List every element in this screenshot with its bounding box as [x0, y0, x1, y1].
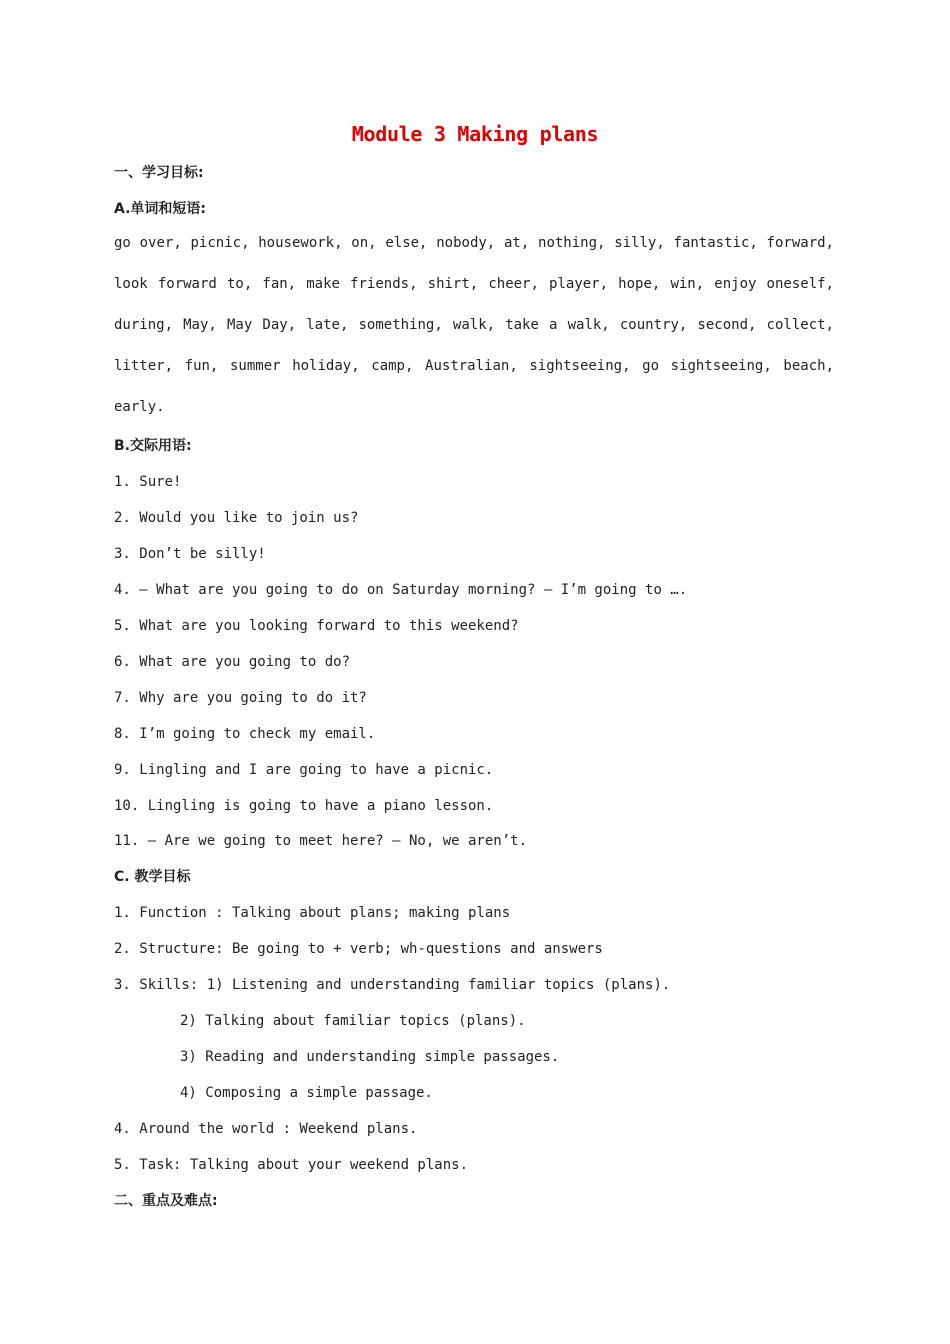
phrase-item: 4. — What are you going to do on Saturday morning? — I’m going to ….: [114, 582, 688, 598]
section-1-heading: 一、学习目标:: [114, 165, 204, 181]
vocab-line: look forward to, fan, make friends, shirt, cheer, player, hope, win, enjoy oneself,: [114, 276, 834, 292]
vocab-line: litter, fun, summer holiday, camp, Australian, sightseeing, go sightseeing, beach,: [114, 358, 834, 374]
phrase-item: 1. Sure!: [114, 474, 182, 490]
phrase-item: 3. Don’t be silly!: [114, 546, 266, 562]
phrase-item: 9. Lingling and I are going to have a picnic.: [114, 762, 494, 778]
goal-subitem: 2) Talking about familiar topics (plans).: [180, 1013, 526, 1029]
vocab-line: early.: [114, 399, 165, 415]
part-b-heading: B.交际用语:: [114, 438, 192, 454]
page-title: Module 3 Making plans: [351, 122, 599, 146]
phrase-item: 8. I’m going to check my email.: [114, 726, 376, 742]
phrase-item: 2. Would you like to join us?: [114, 510, 359, 526]
goal-subitem: 3) Reading and understanding simple passages.: [180, 1049, 560, 1065]
part-a-heading: A.单词和短语:: [114, 201, 207, 217]
phrase-item: 6. What are you going to do?: [114, 654, 351, 670]
goal-item: 4. Around the world : Weekend plans.: [114, 1121, 418, 1137]
vocab-line: go over, picnic, housework, on, else, nobody, at, nothing, silly, fantastic, forward,: [114, 235, 834, 251]
goal-item: 2. Structure: Be going to + verb; wh-questions and answers: [114, 941, 603, 957]
goal-item: 5. Task: Talking about your weekend plans.: [114, 1157, 469, 1173]
part-c-heading: C. 教学目标: [114, 869, 191, 885]
goal-item: 3. Skills: 1) Listening and understanding familiar topics (plans).: [114, 977, 671, 993]
section-2-heading: 二、重点及难点:: [114, 1193, 218, 1209]
vocab-line: during, May, May Day, late, something, walk, take a walk, country, second, collect,: [114, 317, 834, 333]
goal-subitem: 4) Composing a simple passage.: [180, 1085, 433, 1101]
phrase-item: 5. What are you looking forward to this weekend?: [114, 618, 519, 634]
phrase-item: 11. — Are we going to meet here? — No, we aren’t.: [114, 833, 528, 849]
phrase-item: 10. Lingling is going to have a piano lesson.: [114, 798, 494, 814]
goal-item: 1. Function : Talking about plans; making plans: [114, 905, 511, 921]
phrase-item: 7. Why are you going to do it?: [114, 690, 367, 706]
